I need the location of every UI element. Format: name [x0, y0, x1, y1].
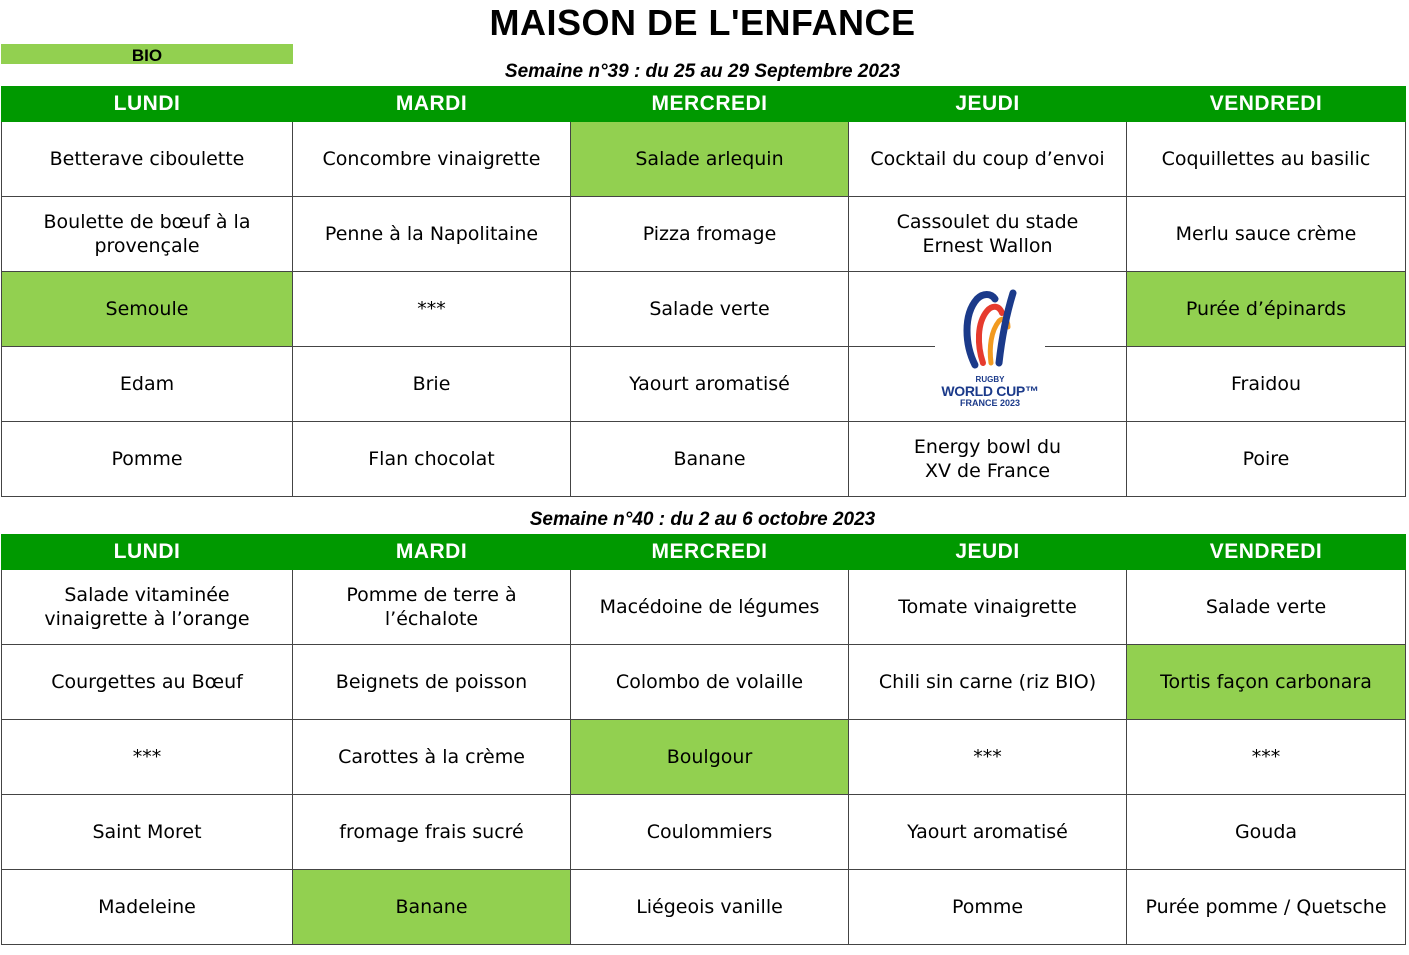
menu-cell: Coquillettes au basilic: [1127, 122, 1406, 197]
week-menu-table: [1, 534, 1406, 945]
day-header-mercredi: MERCREDI: [571, 535, 849, 570]
menu-cell: Fraidou: [1127, 347, 1406, 422]
menu-cell: Carottes à la crème: [293, 720, 571, 795]
menu-cell: Concombre vinaigrette: [293, 122, 571, 197]
menu-cell: ***: [293, 272, 571, 347]
menu-cell: ***: [2, 720, 293, 795]
menu-cell: Gouda: [1127, 795, 1406, 870]
menu-cell: Yaourt aromatisé: [849, 795, 1127, 870]
menu-cell: Pomme de terre à l’échalote: [293, 570, 571, 645]
menu-row: [2, 795, 1406, 870]
menu-cell: Coulommiers: [571, 795, 849, 870]
logo-line-france-2023: FRANCE 2023: [959, 398, 1021, 408]
menu-cell: Banane: [293, 870, 571, 945]
menu-cell: Salade arlequin: [571, 122, 849, 197]
menu-cell: Saint Moret: [2, 795, 293, 870]
menu-cell: ***: [1127, 720, 1406, 795]
menu-cell: Pomme: [849, 870, 1127, 945]
menu-row: [2, 570, 1406, 645]
menu-cell: Cocktail du coup d’envoi: [849, 122, 1127, 197]
menu-cell: Colombo de volaille: [571, 645, 849, 720]
day-header-jeudi: JEUDI: [849, 535, 1127, 570]
menu-row: [2, 197, 1406, 272]
menu-cell: Purée d’épinards: [1127, 272, 1406, 347]
menu-cell: Chili sin carne (riz BIO): [849, 645, 1127, 720]
menu-cell: Pomme: [2, 422, 293, 497]
menu-cell: Boulette de bœuf à la provençale: [2, 197, 293, 272]
page-title: MAISON DE L'ENFANCE: [489, 2, 916, 43]
menu-cell: Yaourt aromatisé: [571, 347, 849, 422]
menu-row: [2, 720, 1406, 795]
day-header-mardi: MARDI: [293, 535, 571, 570]
menu-cell: Penne à la Napolitaine: [293, 197, 571, 272]
menu-cell: Beignets de poisson: [293, 645, 571, 720]
day-header-mardi: MARDI: [293, 87, 571, 122]
menu-cell: Cassoulet du stade Ernest Wallon: [849, 197, 1127, 272]
menu-cell: Salade vitaminée vinaigrette à l’orange: [2, 570, 293, 645]
week-menu-table: [1, 86, 1406, 497]
menu-cell: Semoule: [2, 272, 293, 347]
logo-cell: [849, 272, 1127, 408]
menu-row: [2, 645, 1406, 720]
week-heading: Semaine n°40 : du 2 au 6 octobre 2023: [529, 509, 876, 530]
menu-cell: Courgettes au Bœuf: [2, 645, 293, 720]
menu-cell: Tomate vinaigrette: [849, 570, 1127, 645]
menu-cell: Tortis façon carbonara: [1127, 645, 1406, 720]
menu-cell: fromage frais sucré: [293, 795, 571, 870]
menu-cell: Pizza fromage: [571, 197, 849, 272]
menu-cell: Poire: [1127, 422, 1406, 497]
day-header-mercredi: MERCREDI: [571, 87, 849, 122]
menu-row: [2, 422, 1406, 497]
bio-legend: BIO: [1, 44, 293, 64]
menu-row: [2, 870, 1406, 945]
menu-cell: Purée pomme / Quetsche: [1127, 870, 1406, 945]
menu-cell: Brie: [293, 347, 571, 422]
day-header-lundi: LUNDI: [2, 87, 293, 122]
day-header-row: [2, 535, 1406, 570]
menu-cell: Flan chocolat: [293, 422, 571, 497]
menu-cell: Merlu sauce crème: [1127, 197, 1406, 272]
day-header-vendredi: VENDREDI: [1127, 535, 1406, 570]
logo-line-rugby: RUGBY: [975, 375, 1005, 384]
day-header-jeudi: JEUDI: [849, 87, 1127, 122]
menu-cell: Edam: [2, 347, 293, 422]
menu-row: [2, 347, 1406, 422]
day-header-row: [2, 87, 1406, 122]
menu-cell: Liégeois vanille: [571, 870, 849, 945]
menu-row: [2, 272, 1406, 347]
menu-cell: Madeleine: [2, 870, 293, 945]
menu-cell: Salade verte: [1127, 570, 1406, 645]
menu-cell: Boulgour: [571, 720, 849, 795]
menu-cell: Betterave ciboulette: [2, 122, 293, 197]
day-header-lundi: LUNDI: [2, 535, 293, 570]
menu-cell: Energy bowl du XV de France: [849, 422, 1127, 497]
menu-cell: Salade verte: [571, 272, 849, 347]
menu-cell: Macédoine de légumes: [571, 570, 849, 645]
week-heading: Semaine n°39 : du 25 au 29 Septembre 2023: [504, 61, 901, 82]
rugby-world-cup-logo: [935, 276, 1045, 418]
rugby-ball-emblem-icon: [955, 285, 1025, 373]
menu-row: [2, 122, 1406, 197]
logo-line-world-cup: WORLD CUP™: [941, 383, 1039, 399]
menu-cell: Banane: [571, 422, 849, 497]
menu-cell: ***: [849, 720, 1127, 795]
day-header-vendredi: VENDREDI: [1127, 87, 1406, 122]
